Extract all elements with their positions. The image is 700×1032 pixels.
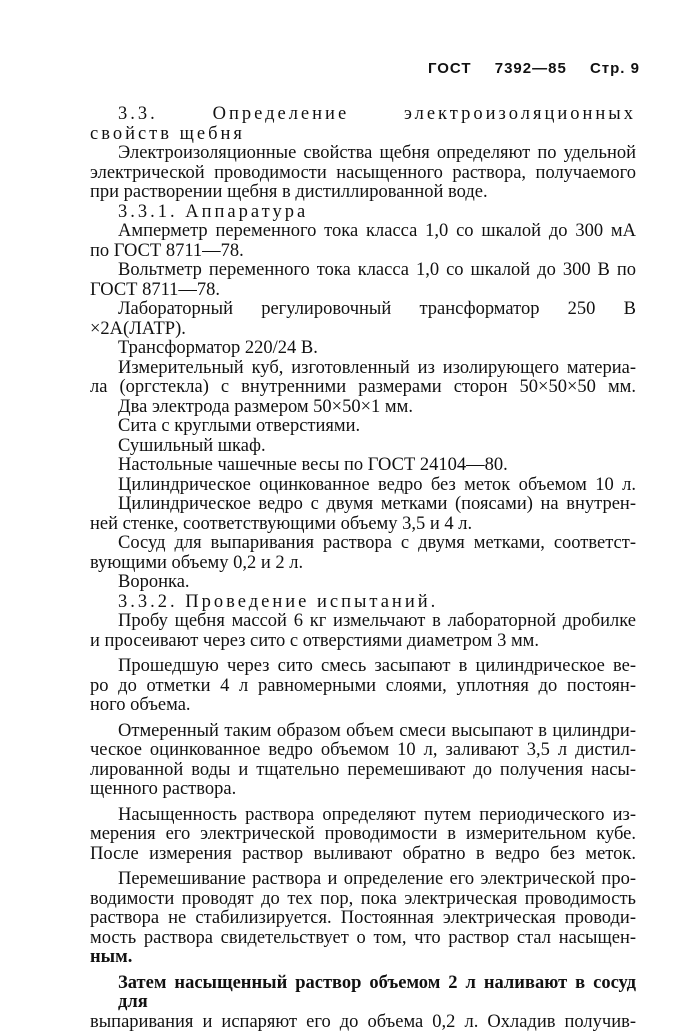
text-line: 3.3.1. Аппаратура: [90, 203, 636, 223]
header-standard: ГОСТ: [428, 60, 472, 77]
text-line: свойств щебня: [90, 125, 636, 145]
text-line: Насыщенность раствора определяют путем периодического из-: [90, 806, 636, 826]
text-line: Электроизоляционные свойства щебня определяют по удельной: [90, 144, 636, 164]
text-line: водимости проводят до тех пор, пока электрическая проводимость: [90, 890, 636, 910]
text-line: Сита с круглыми отверстиями.: [90, 417, 636, 437]
text-line: Измерительный куб, изготовленный из изолирующего материа-: [90, 359, 636, 379]
header-number: 7392—85: [495, 60, 567, 77]
text-line: ного объема.: [90, 696, 636, 716]
text-line: ным.: [90, 948, 636, 968]
text-line: Два электрода размером 50×50×1 мм.: [90, 398, 636, 418]
text-line: раствора не стабилизируется. Постоянная электрическая проводи-: [90, 909, 636, 929]
text-line: выпаривания и испаряют его до объема 0,2 л. Охладив получив-: [90, 1013, 636, 1032]
text-line: Лабораторный регулировочный трансформатор 250 В: [90, 300, 636, 320]
text-line: Перемешивание раствора и определение его электрической про-: [90, 870, 636, 890]
text-line: лированной воды и тщательно перемешивают до получения насы-: [90, 761, 636, 781]
text-line: Сосуд для выпаривания раствора с двумя метками, соответст-: [90, 534, 636, 554]
text-line: Цилиндрическое ведро с двумя метками (поясами) на внутрен-: [90, 495, 636, 515]
text-line: электрической проводимости насыщенного раствора, получаемого: [90, 164, 636, 184]
text-line: щенного раствора.: [90, 780, 636, 800]
text-line: После измерения раствор выливают обратно в ведро без меток.: [90, 845, 636, 865]
text-line: Амперметр переменного тока класса 1,0 со шкалой до 300 мА: [90, 222, 636, 242]
text-line: по ГОСТ 8711—78.: [90, 242, 636, 262]
text-line: Прошедшую через сито смесь засыпают в цилиндрическое ве-: [90, 657, 636, 677]
text-line: Воронка.: [90, 573, 636, 593]
text-line: ГОСТ 8711—78.: [90, 281, 636, 301]
text-line: 3.3. Определение электроизоляционных: [90, 105, 636, 125]
text-line: Цилиндрическое оцинкованное ведро без меток объемом 10 л.: [90, 476, 636, 496]
body-text: [90, 105, 636, 1032]
text-line: 3.3.2. Проведение испытаний.: [90, 593, 636, 613]
page-header: [428, 60, 640, 77]
text-line: ро до отметки 4 л равномерными слоями, уплотняя до постоян-: [90, 677, 636, 697]
header-page: Стр. 9: [590, 60, 640, 77]
text-line: Затем насыщенный раствор объемом 2 л наливают в сосуд для: [90, 974, 636, 1013]
text-line: Вольтметр переменного тока класса 1,0 со шкалой до 300 В по: [90, 261, 636, 281]
text-line: Настольные чашечные весы по ГОСТ 24104—80.: [90, 456, 636, 476]
text-line: Отмеренный таким образом объем смеси высыпают в цилиндри-: [90, 722, 636, 742]
text-line: ла (оргстекла) с внутренними размерами сторон 50×50×50 мм.: [90, 378, 636, 398]
text-line: Пробу щебня массой 6 кг измельчают в лабораторной дробилке: [90, 612, 636, 632]
text-line: при растворении щебня в дистиллированной воде.: [90, 183, 636, 203]
text-line: Трансформатор 220/24 В.: [90, 339, 636, 359]
text-line: вующими объему 0,2 и 2 л.: [90, 554, 636, 574]
text-line: мерения его электрической проводимости в измерительном кубе.: [90, 825, 636, 845]
text-line: ней стенке, соответствующими объему 3,5 и 4 л.: [90, 515, 636, 535]
text-line: и просеивают через сито с отверстиями диаметром 3 мм.: [90, 632, 636, 652]
text-line: мость раствора свидетельствует о том, что раствор стал насыщен-: [90, 929, 636, 949]
text-line: ×2А(ЛАТР).: [90, 320, 636, 340]
text-line: Сушильный шкаф.: [90, 437, 636, 457]
text-line: ческое оцинкованное ведро объемом 10 л, заливают 3,5 л дистил-: [90, 741, 636, 761]
